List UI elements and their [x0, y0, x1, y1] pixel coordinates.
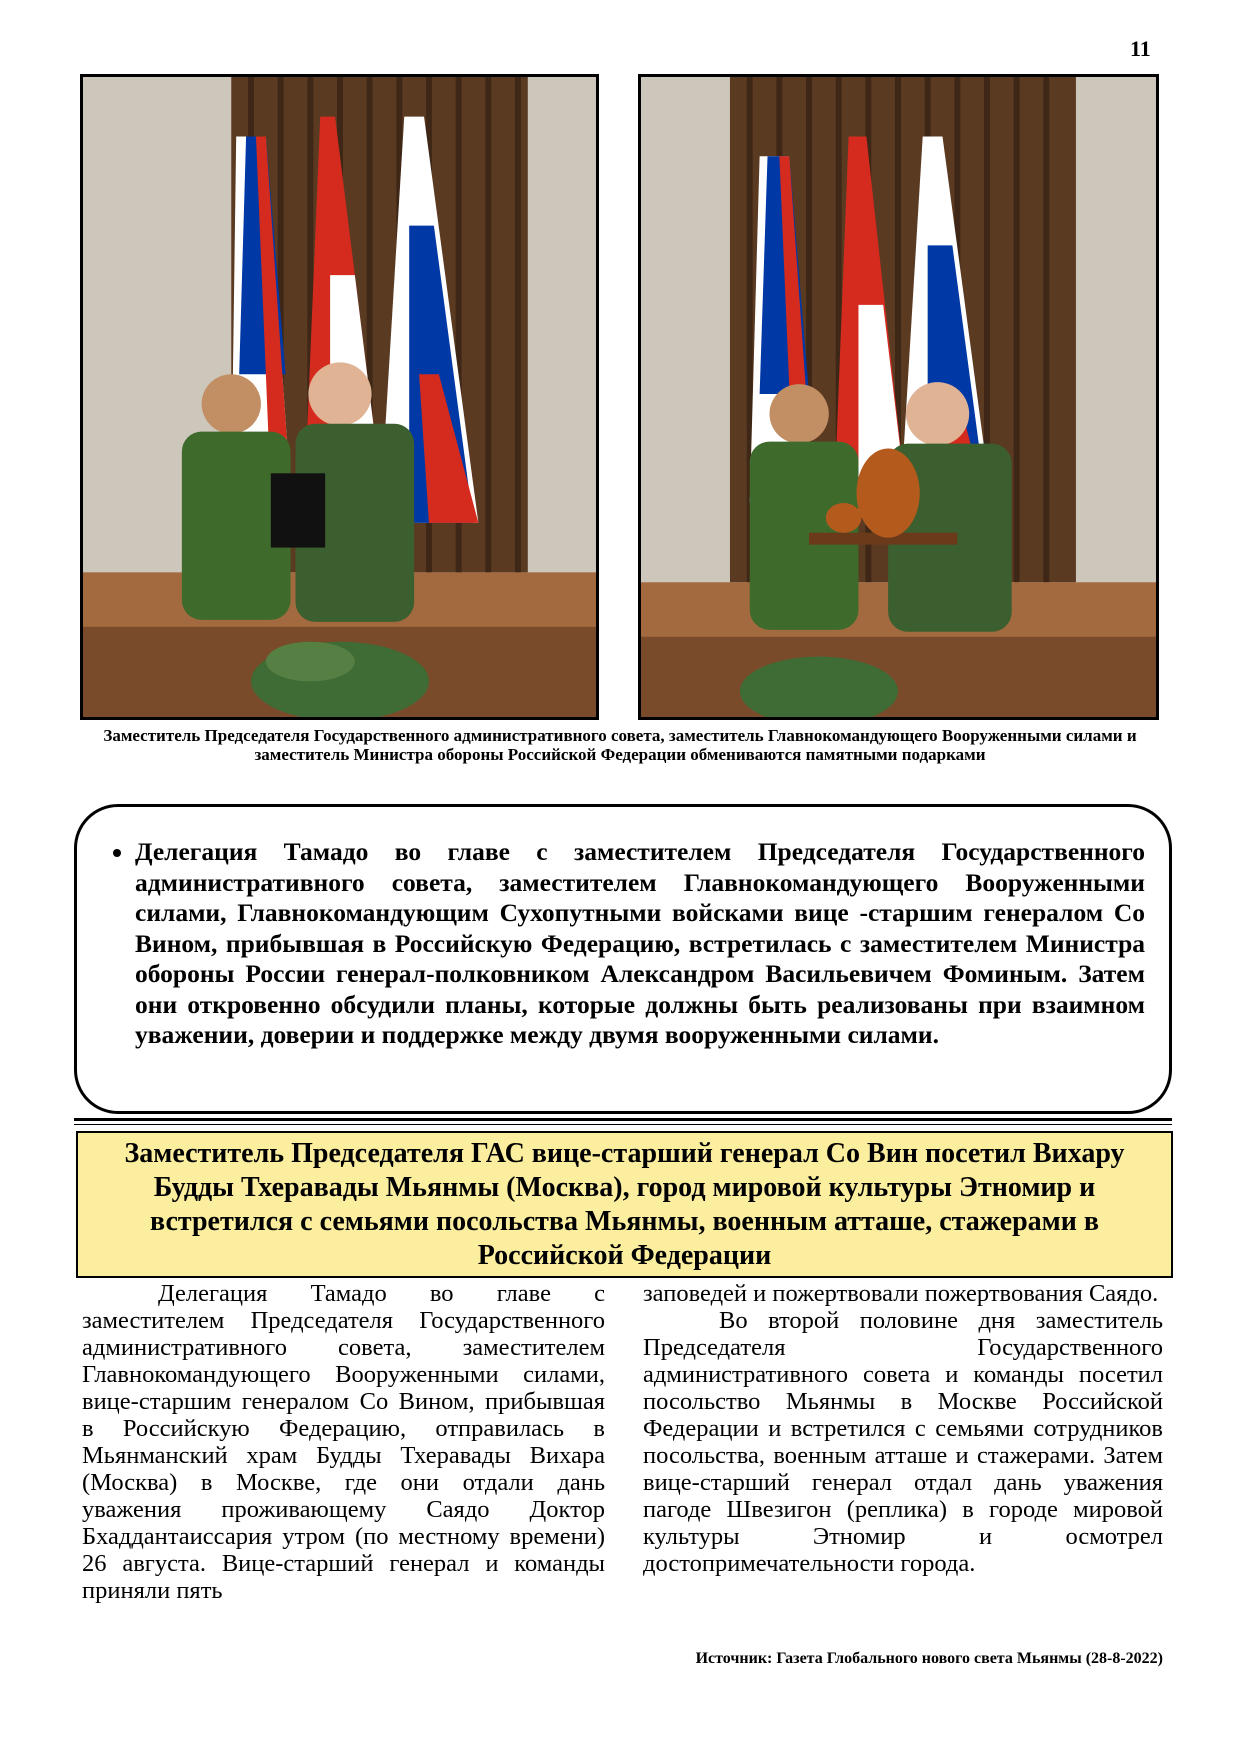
summary-bullet: • Делегация Тамадо во главе с заместителем Председателя Государственного административного совета, заместителем Главнокомандующего Вооруженными силами, Главнокомандующим Сухопутными войсками вице -старшим генералом Со Вином, прибывшая в Российскую Федерацию, встретилась с заместителем Министра обороны России генерал-полковником Александром Васильевичем Фоминым. Затем они откровенно обсудили планы, которые должны быть реализованы при взаимном уважении, доверии и поддержке между двумя вооруженными силами.	[135, 837, 1145, 1051]
article-headline	[76, 1131, 1173, 1278]
page-number: 11	[1130, 36, 1151, 61]
summary-box	[74, 804, 1172, 1114]
divider-thick	[74, 1118, 1172, 1121]
article-paragraph: Делегация Тамадо во главе с заместителем Председателя Государственного административного совета, заместителем Главнокомандующего Вооруженными силами, вице-старшим генералом Со Вином, прибывшая в Российскую Федерацию, отправилась в Мьянманский храм Будды Тхеравады Вихара (Москва) в Москве, где они отдали дань уважения проживающему Саядо Доктор Бхаддантаиссария утром (по местному времени) 26 августа. Вице-старший генерал и команды приняли пять	[82, 1280, 605, 1604]
article-column-left	[82, 1280, 605, 1604]
source-credit: Источник: Газета Глобального нового света Мьянмы (28-8-2022)	[695, 1650, 1163, 1667]
article-column-right	[643, 1280, 1163, 1577]
article-paragraph: Во второй половине дня заместитель Председателя Государственного административного совета и команды посетил посольство Мьянмы в Москве Российской Федерации и встретился с семьями сотрудников посольства, военным атташе и стажерами. Затем вице-старший генерал отдал дань уважения пагоде Швезигон (реплика) в городе мировой культуры Этномир и осмотрел достопримечательности города.	[643, 1307, 1163, 1577]
article-headline-text: Заместитель Председателя ГАС вице-старший генерал Со Вин посетил Вихару Будды Тхеравады Мьянмы (Москва), город мировой культуры Этномир и встретился с семьями посольства Мьянмы, военным атташе, стажерами в Российской Федерации	[124, 1137, 1125, 1271]
divider-thin	[74, 1124, 1172, 1125]
article-paragraph-continued: заповедей и пожертвовали пожертвования Саядо.	[643, 1280, 1159, 1307]
photo-gift-bag-exchange	[80, 74, 599, 720]
photo-samovar-exchange	[638, 74, 1159, 720]
photo-caption: Заместитель Председателя Государственного административного совета, заместитель Главнокомандующего Вооруженными силами и заместитель Министра обороны Российской Федерации обмениваются памятными подарками	[103, 726, 1137, 764]
